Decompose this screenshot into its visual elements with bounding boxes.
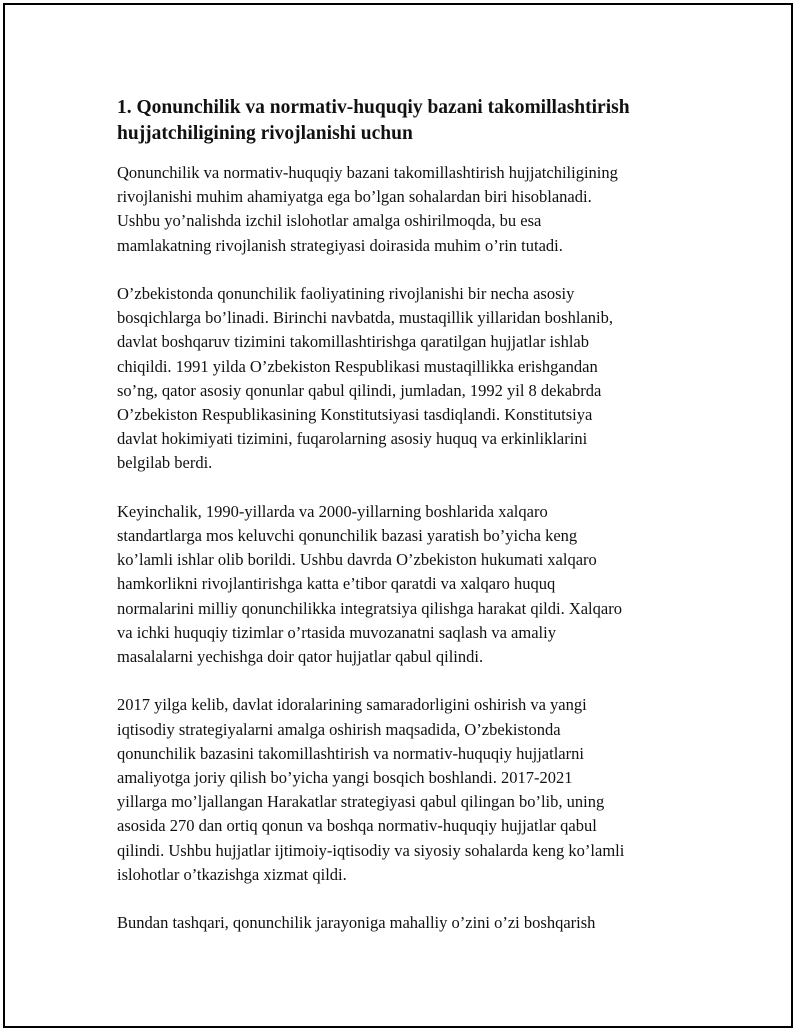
text-line: belgilab berdi. xyxy=(117,453,213,473)
text-line: O’zbekistonda qonunchilik faoliyatining rivojlanishi bir necha asosiy xyxy=(117,284,575,303)
text-line: davlat hokimiyati tizimini, fuqarolarning asosiy huquq va erkinliklarini xyxy=(117,429,588,449)
text-line: so’ng, qator asosiy qonunlar qabul qilindi, jumladan, 1992 yil 8 dekabrda xyxy=(117,380,602,400)
text-line: mamlakatning rivojlanish strategiyasi doirasida muhim o’rin tutadi. xyxy=(117,235,563,255)
text-line: ko’lamli ishlar olib borildi. Ushbu davrda O’zbekiston hukumati xalqaro xyxy=(117,550,597,570)
text-line: rivojlanishi muhim ahamiyatga ega bo’lgan sohalardan biri hisoblanadi. xyxy=(117,187,592,207)
text-line: bosqichlarga bo’linadi. Birinchi navbatda, mustaqillik yillaridan boshlanib, xyxy=(117,308,613,328)
paragraph-international xyxy=(117,500,697,669)
paragraph-2017-reforms xyxy=(117,693,697,887)
text-line: amaliyotga joriy qilish bo’yicha yangi bosqich boshlandi. 2017-2021 xyxy=(117,768,573,788)
text-line: Keyinchalik, 1990-yillarda va 2000-yillarning boshlarida xalqaro xyxy=(117,501,548,521)
text-line: davlat boshqaruv tizimini takomillashtirishga qaratilgan hujjatlar ishlab xyxy=(117,332,589,352)
text-line: masalalarni yechishga doir qator hujjatlar qabul qilindi. xyxy=(117,647,484,667)
paragraph-local-government xyxy=(117,911,697,935)
text-line: standartlarga mos keluvchi qonunchilik bazasi yaratish bo’yicha keng xyxy=(117,526,578,546)
text-line: Ushbu yo’nalishda izchil islohotlar amalga oshirilmoqda, bu esa xyxy=(117,211,542,231)
paragraph-stages xyxy=(117,282,697,476)
text-line: islohotlar o’tkazishga xizmat qildi. xyxy=(117,864,347,884)
section-heading xyxy=(117,95,697,147)
text-line: iqtisodiy strategiyalarni amalga oshirish maqsadida, O’zbekistonda xyxy=(117,719,561,739)
document-body xyxy=(117,95,697,960)
text-line: chiqildi. 1991 yilda O’zbekiston Respublikasi mustaqillikka erishgandan xyxy=(117,356,598,376)
text-line: Bundan tashqari, qonunchilik jarayoniga mahalliy o’zini o’zi boshqarish xyxy=(117,913,596,933)
text-line: va ichki huquqiy tizimlar o’rtasida muvozanatni saqlash va amaliy xyxy=(117,622,556,642)
paragraph-intro xyxy=(117,161,697,258)
text-line: qilindi. Ushbu hujjatlar ijtimoiy-iqtisodiy va siyosiy sohalarda keng ko’lamli xyxy=(117,840,625,860)
text-line: 2017 yilga kelib, davlat idoralarining samaradorligini oshirish va yangi xyxy=(117,695,587,715)
text-line: O’zbekiston Respublikasining Konstitutsiyasi tasdiqlandi. Konstitutsiya xyxy=(117,405,593,425)
text-line: asosida 270 dan ortiq qonun va boshqa normativ-huquqiy hujjatlar qabul xyxy=(117,816,597,836)
heading-line: 1. Qonunchilik va normativ-huquqiy bazani takomillashtirish xyxy=(117,97,630,118)
text-line: Qonunchilik va normativ-huquqiy bazani takomillashtirish hujjatchiligining xyxy=(117,163,618,182)
text-line: yillarga mo’ljallangan Harakatlar strategiyasi qabul qilingan bo’lib, uning xyxy=(117,792,605,812)
text-line: qonunchilik bazasini takomillashtirish va normativ-huquqiy hujjatlarni xyxy=(117,743,584,763)
text-line: normalarini milliy qonunchilikka integratsiya qilishga harakat qildi. Xalqaro xyxy=(117,598,622,618)
heading-line: hujjatchiligining rivojlanishi uchun xyxy=(117,123,413,144)
text-line: hamkorlikni rivojlantirishga katta e’tibor qaratdi va xalqaro huquq xyxy=(117,574,556,594)
